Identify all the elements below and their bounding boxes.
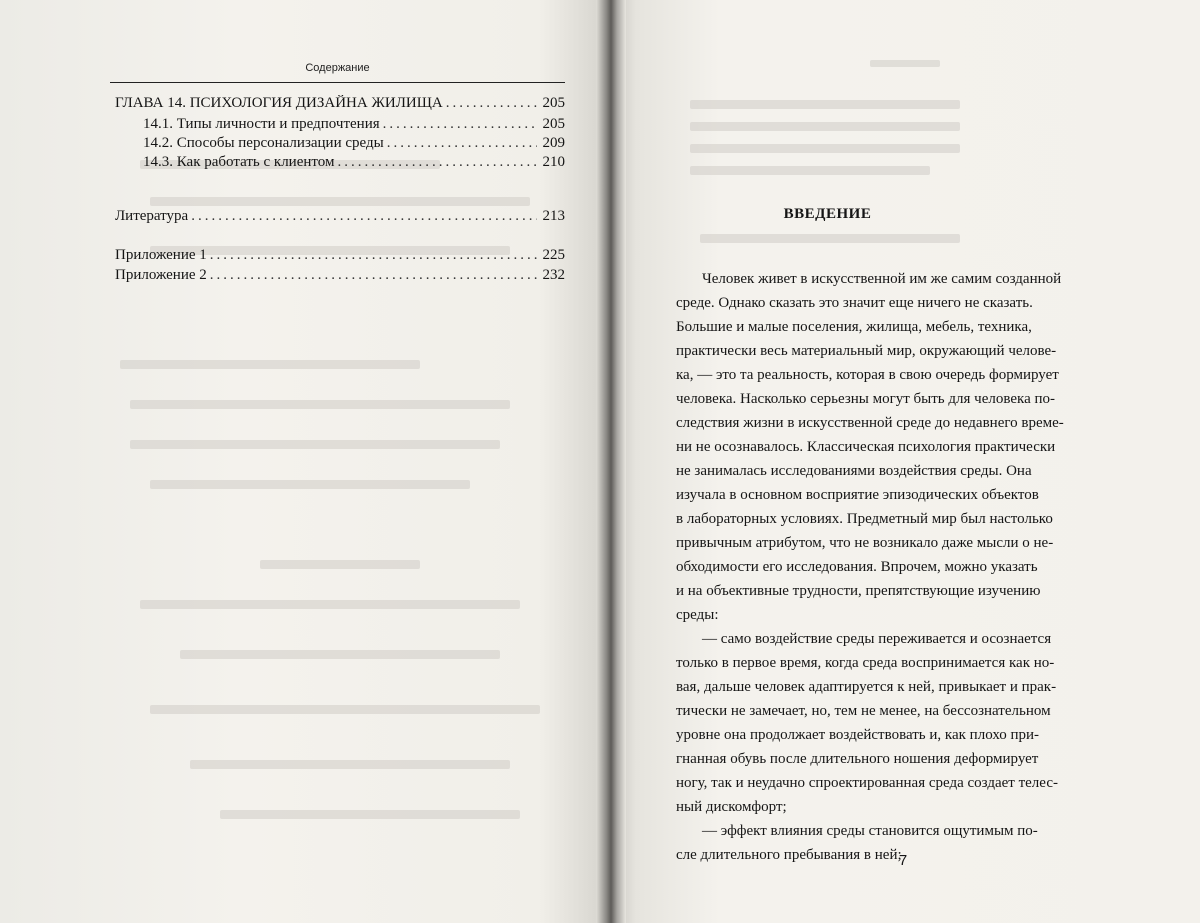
toc-entry-title: 14.3. Как работать с клиентом [143, 154, 335, 170]
header-rule [110, 82, 565, 83]
text-line: практически весь материальный мир, окружающий челове- [676, 343, 1057, 359]
text-line: среды: [676, 607, 719, 623]
text-line: Человек живет в искусственной им же самим созданной [702, 271, 1062, 287]
bleed-through [180, 650, 500, 659]
text-line: — само воздействие среды переживается и осознается [702, 631, 1052, 647]
text-line: ни не осознавалось. Классическая психология практически [676, 439, 1056, 455]
toc-leader [387, 135, 537, 152]
toc-entry [115, 267, 565, 287]
text-line: в лабораторных условиях. Предметный мир был настолько [676, 511, 1053, 527]
toc-entry-title: Приложение 1 [115, 247, 207, 263]
bleed-through [690, 166, 930, 175]
toc-leader [210, 247, 537, 264]
toc-entry [143, 116, 565, 136]
toc-entry-page: 210 [542, 154, 565, 170]
toc-entry-title: Литература [115, 208, 189, 224]
text-line: сле длительного пребывания в ней; [676, 847, 902, 863]
text-line: уровне она продолжает воздействовать и, как плохо при- [676, 727, 1040, 743]
text-line: Большие и малые поселения, жилища, мебель, техника, [676, 319, 1032, 335]
bleed-through [220, 810, 520, 819]
text-line: гнанная обувь после длительного ношения деформирует [676, 751, 1039, 767]
bleed-through [700, 234, 960, 243]
text-line: и на объективные трудности, препятствующие изучению [676, 583, 1041, 599]
bleed-through [690, 144, 960, 153]
bleed-through [130, 440, 500, 449]
text-line: человека. Насколько серьезны могут быть для человека по- [676, 391, 1055, 407]
text-line: ка, — это та реальность, которая в свою очередь формирует [676, 367, 1059, 383]
text-line: только в первое время, когда среда воспринимается как но- [676, 655, 1055, 671]
toc-entry-page: 205 [542, 95, 565, 111]
toc-entry-title: 14.1. Типы личности и предпочтения [143, 116, 380, 132]
section-title: ВВЕДЕНИЕ [783, 206, 872, 222]
text-line: вая, дальше человек адаптируется к ней, привыкает и прак- [676, 679, 1057, 695]
toc-leader [446, 95, 537, 112]
bleed-through [150, 480, 470, 489]
running-head: Содержание [305, 62, 370, 74]
toc-entry-title: 14.2. Способы персонализации среды [143, 135, 384, 151]
toc-entry-title: ГЛАВА 14. ПСИХОЛОГИЯ ДИЗАЙНА ЖИЛИЩА [115, 95, 443, 111]
toc-leader [383, 116, 537, 133]
toc-leader [210, 267, 537, 284]
text-line: изучала в основном восприятие эпизодических объектов [676, 487, 1039, 503]
toc-entry [115, 95, 565, 115]
toc-leader [337, 154, 536, 171]
toc-entry-page: 225 [542, 247, 565, 263]
toc-entry [115, 247, 565, 267]
toc-entry-page: 213 [542, 208, 565, 224]
text-line: привычным атрибутом, что не возникало даже мысли о не- [676, 535, 1054, 551]
bleed-through [150, 705, 540, 714]
toc-entry-page: 232 [542, 267, 565, 283]
bleed-through [260, 560, 420, 569]
book-gutter [596, 0, 626, 923]
text-line: не занималась исследованиями воздействия среды. Она [676, 463, 1032, 479]
bleed-through [140, 600, 520, 609]
text-line: ногу, так и неудачно спроектированная среда создает телес- [676, 775, 1058, 791]
bleed-through [190, 760, 510, 769]
toc-entry-title: Приложение 2 [115, 267, 207, 283]
text-line: ный дискомфорт; [676, 799, 787, 815]
toc-entry-page: 209 [542, 135, 565, 151]
text-line: тически не замечает, но, тем не менее, на бессознательном [676, 703, 1051, 719]
text-line: следствия жизни в искусственной среде до недавнего време- [676, 415, 1064, 431]
toc-entry [143, 135, 565, 155]
bleed-through [150, 197, 530, 206]
text-line: — эффект влияния среды становится ощутимым по- [702, 823, 1038, 839]
bleed-through [120, 360, 420, 369]
text-line: среде. Однако сказать это значит еще ничего не сказать. [676, 295, 1033, 311]
bleed-through [870, 60, 940, 67]
text-line: обходимости его исследования. Впрочем, можно указать [676, 559, 1038, 575]
toc-leader [191, 208, 536, 225]
bleed-through [690, 122, 960, 131]
toc-entry-page: 205 [542, 116, 565, 132]
bleed-through [690, 100, 960, 109]
toc-entry [115, 208, 565, 228]
bleed-through [130, 400, 510, 409]
toc-entry [143, 154, 565, 174]
page-number: 7 [898, 852, 908, 869]
